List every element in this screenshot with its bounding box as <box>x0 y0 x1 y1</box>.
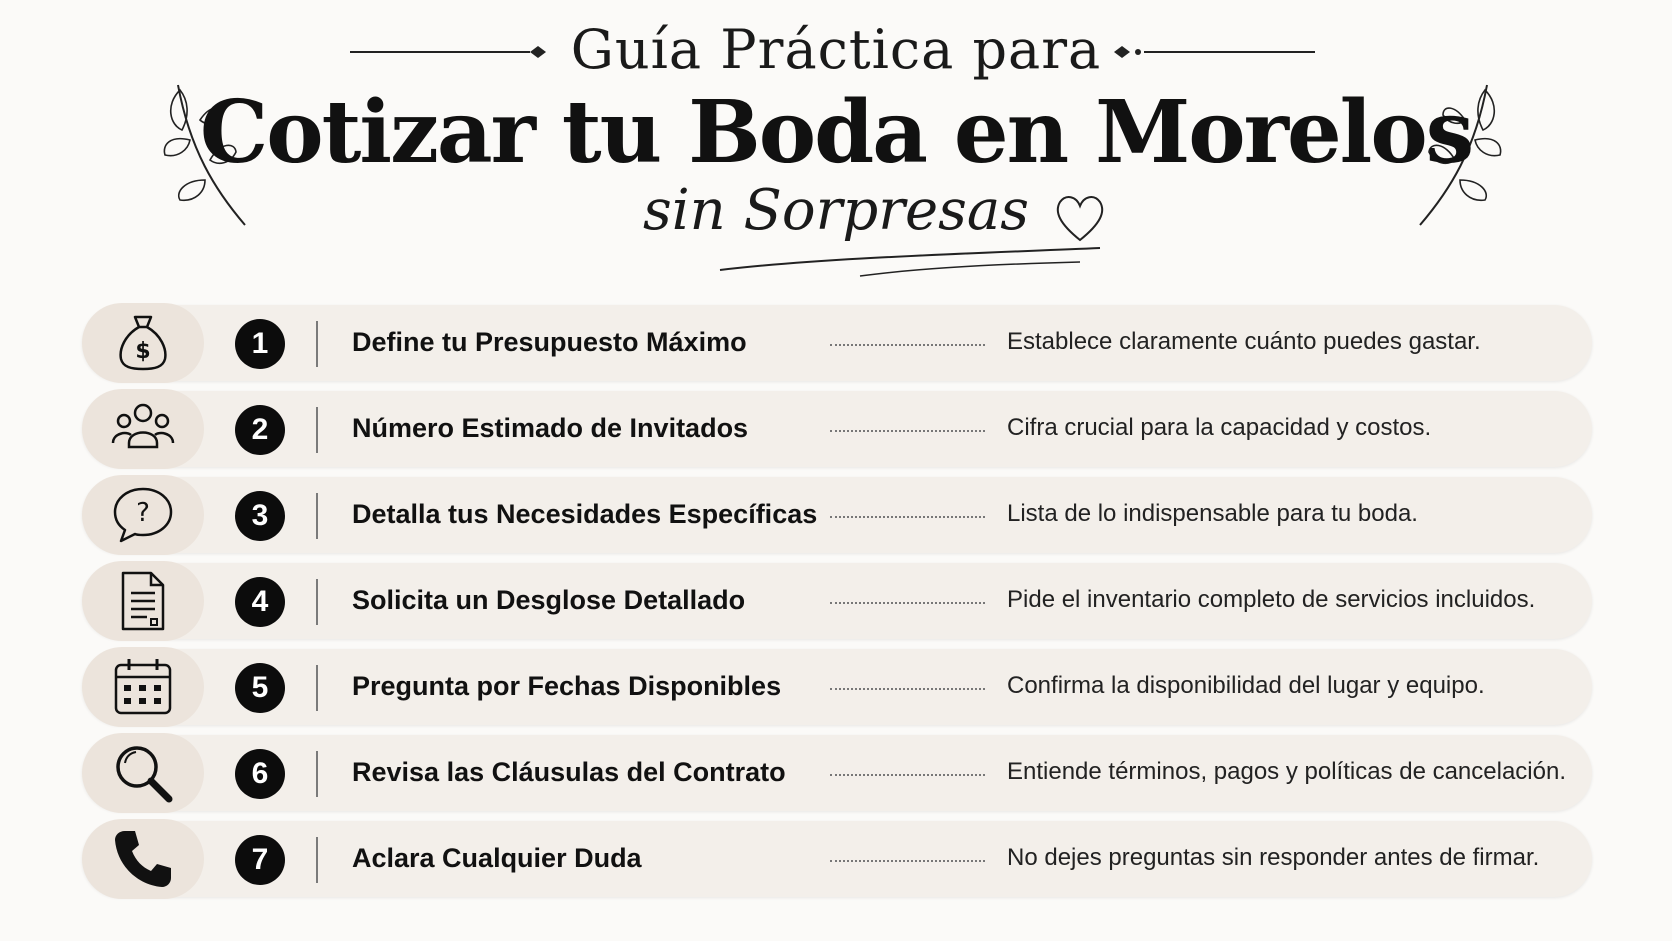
step-row-3 <box>82 477 1592 553</box>
step-row-5 <box>82 649 1592 725</box>
icon-bubble <box>82 475 204 555</box>
step-description: Confirma la disponibilidad del lugar y equipo. <box>1007 672 1485 699</box>
step-description: Cifra crucial para la capacidad y costos. <box>1007 414 1432 441</box>
dotted-leader <box>830 688 985 690</box>
step-number-badge: 1 <box>235 319 285 369</box>
question-bubble-icon <box>111 483 175 547</box>
divider <box>316 579 318 625</box>
header <box>0 0 1672 290</box>
step-row-7 <box>82 821 1592 897</box>
step-title: Define tu Presupuesto Máximo <box>352 327 747 357</box>
divider <box>316 751 318 797</box>
divider <box>316 837 318 883</box>
script-tagline: sin Sorpresas <box>643 178 1029 243</box>
icon-bubble <box>82 733 204 813</box>
money-bag-icon <box>111 311 175 375</box>
step-title: Solicita un Desglose Detallado <box>352 585 746 615</box>
step-title: Aclara Cualquier Duda <box>352 843 642 873</box>
step-description: Pide el inventario completo de servicios incluidos. <box>1007 586 1536 613</box>
step-number-badge: 2 <box>235 405 285 455</box>
step-title: Revisa las Cláusulas del Contrato <box>352 757 786 787</box>
svg-text:$: $ <box>135 339 151 364</box>
divider <box>316 321 318 367</box>
people-group-icon <box>111 397 175 461</box>
steps-list <box>82 305 1592 907</box>
divider <box>316 407 318 453</box>
dotted-leader <box>830 344 985 346</box>
divider <box>316 493 318 539</box>
subtitle: Guía Práctica para <box>570 18 1102 81</box>
step-title: Pregunta por Fechas Disponibles <box>352 671 782 701</box>
icon-bubble <box>82 819 204 899</box>
step-description: Entiende términos, pagos y políticas de cancelación. <box>1007 758 1566 785</box>
divider <box>316 665 318 711</box>
dotted-leader <box>830 774 985 776</box>
icon-bubble <box>82 389 204 469</box>
step-title: Número Estimado de Invitados <box>352 413 749 443</box>
step-description: Establece claramente cuánto puedes gastar. <box>1007 328 1481 355</box>
dotted-leader <box>830 860 985 862</box>
step-description: No dejes preguntas sin responder antes de firmar. <box>1007 844 1540 871</box>
step-row-4 <box>82 563 1592 639</box>
icon-bubble <box>82 561 204 641</box>
step-row-1 <box>82 305 1592 381</box>
heart-icon <box>1050 188 1110 248</box>
icon-bubble <box>82 647 204 727</box>
magnifier-icon <box>111 741 175 805</box>
step-number-badge: 4 <box>235 577 285 627</box>
phone-icon <box>111 827 175 891</box>
step-title: Detalla tus Necesidades Específicas <box>352 499 818 529</box>
dotted-leader <box>830 602 985 604</box>
page-title: Cotizar tu Boda en Morelos <box>199 82 1473 183</box>
step-number-badge: 3 <box>235 491 285 541</box>
divider-ornament-right <box>1110 40 1315 64</box>
svg-text:?: ? <box>136 498 150 528</box>
icon-bubble <box>82 303 204 383</box>
step-row-6 <box>82 735 1592 811</box>
step-row-2 <box>82 391 1592 467</box>
step-number-badge: 5 <box>235 663 285 713</box>
step-description: Lista de lo indispensable para tu boda. <box>1007 500 1418 527</box>
dotted-leader <box>830 430 985 432</box>
step-number-badge: 6 <box>235 749 285 799</box>
dotted-leader <box>830 516 985 518</box>
calendar-icon <box>111 655 175 719</box>
document-icon <box>111 569 175 633</box>
step-number-badge: 7 <box>235 835 285 885</box>
